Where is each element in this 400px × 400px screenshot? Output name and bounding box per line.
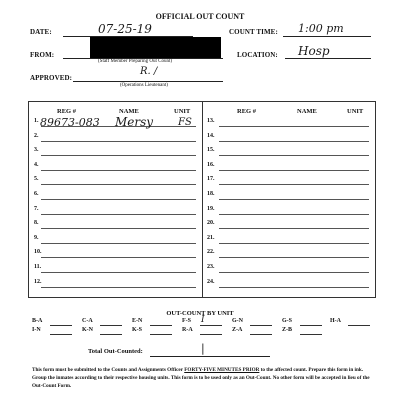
table-row[interactable] xyxy=(41,257,196,258)
approved-signature: R. / xyxy=(140,66,158,77)
unit-code-z-b: Z-B xyxy=(282,327,293,333)
left-unit-header: UNIT xyxy=(174,108,191,115)
table-row[interactable] xyxy=(219,126,369,127)
row-number: 20. xyxy=(207,220,215,227)
fs-count-mark: I xyxy=(201,315,205,325)
from-caption: (Staff Member Preparing Out Count) xyxy=(98,59,173,64)
row1-unit-value: FS xyxy=(178,117,192,128)
approved-caption: (Operations Lieutenant) xyxy=(120,83,168,88)
left-reg-header: REG # xyxy=(57,108,76,115)
total-underline xyxy=(150,356,270,357)
unit-code-r-a: R-A xyxy=(182,327,193,333)
from-label: FROM: xyxy=(30,51,55,59)
row-number: 4. xyxy=(34,161,39,168)
unit-count-blank[interactable] xyxy=(100,334,122,335)
footer-emphasis: FORTY-FIVE MINUTES PRIOR xyxy=(184,367,260,373)
footer-text-1: This form must be submitted to the Counts and Assignments Officer xyxy=(32,367,183,373)
unit-code-k-n: K-N xyxy=(82,327,93,333)
table-row[interactable] xyxy=(219,155,369,156)
table-row[interactable] xyxy=(41,170,196,171)
right-unit-header: UNIT xyxy=(347,108,364,115)
row-number: 21. xyxy=(207,234,215,241)
date-value: 07-25-19 xyxy=(98,22,152,36)
table-row[interactable] xyxy=(219,257,369,258)
unit-code-k-s: K-S xyxy=(132,327,143,333)
count-time-underline xyxy=(283,36,371,37)
row-number: 11. xyxy=(34,264,42,270)
row-number: 19. xyxy=(207,205,215,212)
count-time-label: COUNT TIME: xyxy=(229,28,278,36)
row-number: 6. xyxy=(34,191,39,197)
footer-instructions xyxy=(32,366,374,390)
total-value: | xyxy=(201,342,205,355)
unit-count-blank[interactable] xyxy=(200,325,222,326)
unit-count-blank[interactable] xyxy=(300,325,322,326)
unit-count-blank[interactable] xyxy=(250,334,272,335)
unit-code-b-a: B-A xyxy=(32,318,43,324)
row-number: 3. xyxy=(34,147,39,154)
unit-count-blank[interactable] xyxy=(300,334,322,335)
inmate-table xyxy=(28,101,376,298)
unit-code-i-n: I-N xyxy=(32,327,41,333)
row1-name-value: Mersy xyxy=(115,115,154,129)
approved-label: APPROVED: xyxy=(30,74,73,82)
row-number: 15. xyxy=(207,147,215,154)
table-row[interactable] xyxy=(41,214,196,215)
unit-code-g-n: G-N xyxy=(232,318,243,324)
form-title: OFFICIAL OUT COUNT xyxy=(155,12,245,21)
unit-count-blank[interactable] xyxy=(150,334,172,335)
table-row[interactable] xyxy=(219,170,369,171)
unit-code-g-s: G-S xyxy=(282,318,293,324)
table-row[interactable] xyxy=(41,141,196,142)
row-number: 2. xyxy=(34,132,39,139)
row-number: 10. xyxy=(34,249,42,256)
row-number: 7. xyxy=(34,205,39,212)
unit-code-f-s: F-S xyxy=(182,318,191,324)
location-value: Hosp xyxy=(298,44,330,58)
table-row[interactable] xyxy=(41,287,196,288)
row-number: 1. xyxy=(34,118,39,124)
total-label: Total Out-Counted: xyxy=(88,348,143,355)
table-row[interactable] xyxy=(219,141,369,142)
unit-code-z-a: Z-A xyxy=(232,327,243,333)
unit-count-blank[interactable] xyxy=(100,325,122,326)
left-name-header: NAME xyxy=(119,108,139,115)
unit-count-blank[interactable] xyxy=(250,325,272,326)
footer-text-2: to the affected count. Prepare this form in ink. Group the inmates according to their respective housing units. This form is to be used only as an Out-Count. No other form will be accepted in lieu of the Out-Count Form. xyxy=(32,367,370,389)
table-row[interactable] xyxy=(41,243,196,244)
table-row[interactable] xyxy=(219,199,369,200)
location-underline xyxy=(285,58,371,59)
row-number: 23. xyxy=(207,264,215,270)
row-number: 8. xyxy=(34,220,39,227)
row-number: 13. xyxy=(207,118,215,124)
unit-code-e-n: E-N xyxy=(132,318,143,324)
row-number: 9. xyxy=(34,234,39,241)
redacted-name-block xyxy=(90,37,221,58)
table-row[interactable] xyxy=(41,184,196,185)
unit-count-blank[interactable] xyxy=(200,334,222,335)
unit-count-blank[interactable] xyxy=(150,325,172,326)
unit-count-blank[interactable] xyxy=(50,325,72,326)
row-number: 16. xyxy=(207,161,215,168)
row-number: 5. xyxy=(34,176,39,183)
location-label: LOCATION: xyxy=(237,51,278,59)
row-number: 12. xyxy=(34,278,42,285)
table-row[interactable] xyxy=(219,243,369,244)
approved-underline xyxy=(73,81,223,82)
unit-count-blank[interactable] xyxy=(50,334,72,335)
count-time-value: 1:00 pm xyxy=(298,22,344,35)
row-number: 22. xyxy=(207,249,215,256)
table-row[interactable] xyxy=(219,287,369,288)
table-row[interactable] xyxy=(41,199,196,200)
table-row[interactable] xyxy=(41,155,196,156)
right-reg-header: REG # xyxy=(237,108,256,115)
unit-count-blank[interactable] xyxy=(348,325,370,326)
row-number: 18. xyxy=(207,191,215,197)
date-label: DATE: xyxy=(30,28,52,36)
table-row[interactable] xyxy=(41,228,196,229)
table-row[interactable] xyxy=(219,228,369,229)
unit-code-h-a: H-A xyxy=(330,318,341,324)
row-number: 14. xyxy=(207,132,215,139)
row-number: 24. xyxy=(207,278,215,285)
unit-code-c-a: C-A xyxy=(82,318,93,324)
table-row[interactable] xyxy=(219,272,369,273)
unit-count-title: OUT-COUNT BY UNIT xyxy=(166,310,234,317)
right-name-header: NAME xyxy=(297,108,317,115)
table-divider xyxy=(202,102,203,297)
row-number: 17. xyxy=(207,176,215,183)
row1-reg-value: 89673-083 xyxy=(40,116,100,129)
table-row[interactable] xyxy=(219,214,369,215)
table-row[interactable] xyxy=(219,184,369,185)
table-row[interactable] xyxy=(41,272,196,273)
